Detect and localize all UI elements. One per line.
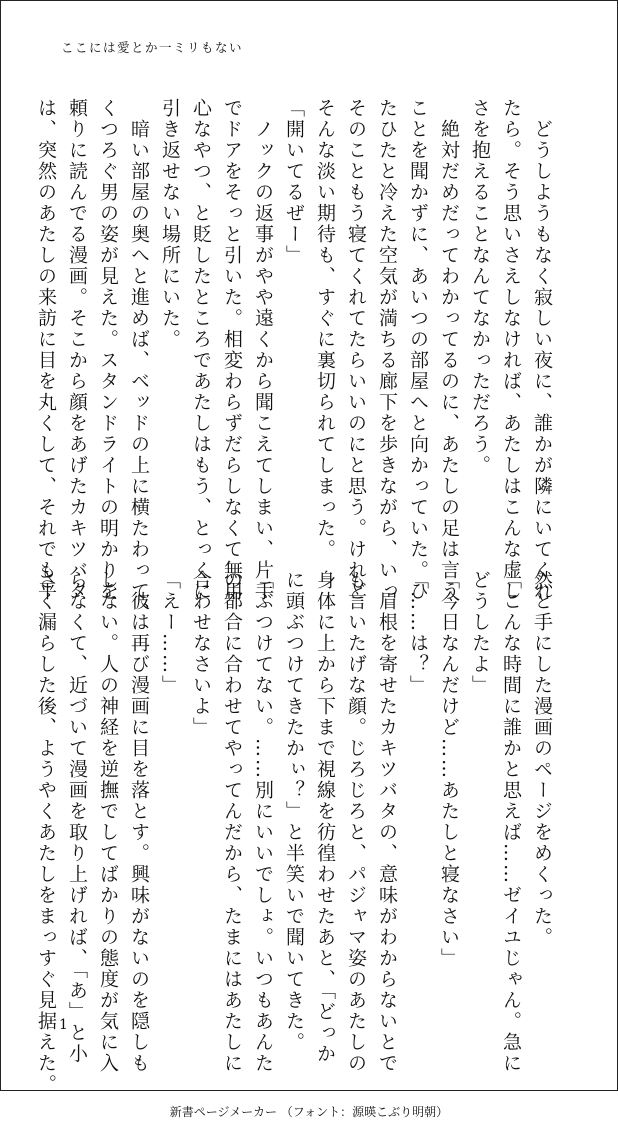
text-line: ことを聞かずに、あいつの部屋へと向かっていた。ひ — [407, 98, 429, 602]
text-line: でドアをそっと引いた。相変わらずだらしなくて無用 — [221, 98, 243, 602]
text-line: ノックの返事がやや遠くから聞こえてしまい、片手 — [252, 98, 274, 602]
text-line: 「……は？」 — [407, 570, 429, 696]
text-line: 暗い部屋の奥へと進めば、ベッドの上に横たわって、 — [128, 98, 150, 623]
text-line: 心なやつ、と貶したところであたしはもう、とっくに — [190, 98, 212, 602]
text-line: さを抱えることなんてなかっただろう。 — [469, 98, 491, 476]
text-line: 「ぶつけてない。……別にいいでしょ。いつもあんた — [252, 570, 274, 1074]
text-line: 身体に上から下まで視線を彷徨わせたあと、「どっか — [314, 570, 336, 1065]
text-line: どうしたよ」 — [469, 570, 491, 696]
text-line: しない。人の神経を逆撫でしてばかりの態度が気に入 — [97, 570, 119, 1074]
text-line: 「今日なんだけど……あたしと寝なさい」 — [438, 570, 460, 969]
text-line: そのこともう寝てくれてたらいいのにと思う。けれど — [345, 98, 367, 602]
text-line: そんな淡い期待も、すぐに裏切られてしまった。 — [314, 98, 336, 560]
text-line: らなくて、近づいて漫画を取り上げれば、「あ」と小 — [66, 570, 88, 1065]
text-line: 絶対だめだってわかってるのに、あたしの足は言う — [438, 98, 460, 602]
text-line: 頼りに読んでる漫画。そこから顔をあげたカキツバタ — [66, 98, 88, 602]
bottom-text-block — [35, 570, 557, 1095]
text-line: に頭ぶつけてきたかぃ？」と半笑いで聞いてきた。 — [283, 570, 305, 1053]
text-line: 眉根を寄せたカキツバタの、意味がわからないとで — [376, 570, 398, 1074]
page-number: 1 — [59, 1017, 68, 1033]
text-line: くつろぐ男の姿が見えた。スタンドライトの明かりを — [97, 98, 119, 602]
text-line: たひたと冷えた空気が満ちる廊下を歩きながら、いっ — [376, 98, 398, 602]
running-title: ここには愛とか一ミリもない — [61, 40, 244, 55]
text-line: 然と手にした漫画のページをめくった。 — [531, 570, 553, 948]
text-line: たら。そう思いさえしなければ、あたしはこんな虚し — [500, 98, 522, 602]
text-line: 「えー……」 — [159, 570, 181, 696]
text-line: さく漏らした後、ようやくあたしをまっすぐ見据えた。 — [35, 570, 57, 1095]
text-line: 「開いてるぜー」 — [283, 98, 305, 266]
text-line: 合わせなさいよ」 — [190, 570, 212, 738]
text-line: 引き返せない場所にいた。 — [159, 98, 181, 350]
text-line: も言いたげな顔。じろじろと、パジャマ姿のあたしの — [345, 570, 367, 1074]
text-line: の都合に合わせてやってんだから、たまにはあたしに — [221, 570, 243, 1074]
text-line: どうしようもなく寂しい夜に、誰かが隣にいてくれ — [531, 98, 553, 602]
text-line: 彼は再び漫画に目を落とす。興味がないのを隠しも — [128, 570, 150, 1074]
text-line: は、突然のあたしの来訪に目を丸くして、それでも平 — [35, 98, 57, 602]
font-credit: 新書ページメーカー （フォント：源暎こぶり明朝） — [169, 1105, 449, 1119]
text-line: 「こんな時間に誰かと思えば……ゼイユじゃん。急に — [500, 570, 522, 1074]
top-text-block — [35, 98, 557, 623]
